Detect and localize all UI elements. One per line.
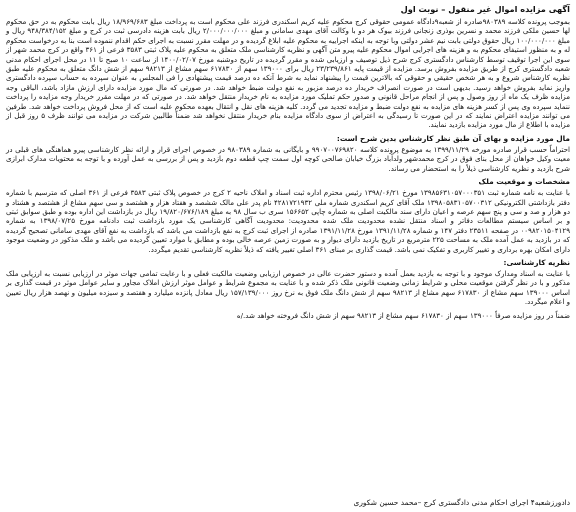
signature-footer: دادورزشعبه۴ اجرای احکام مدنی دادگستری کرج –محمد حسین شکوری [353,498,570,507]
property-specs-text: با عنایت به نامه شماره ثبت ۱۳۹۸۵۶۳۱۰۵۷۰۰۰۳۵۱ مورخ ۱۳۹۸/۰۶/۲۱ رئیس محترم اداره ثبت اسناد و املاک ناحیه ۲ کرج در خصوص پلاک ثبتی ۳۵۸۳ فرعی از ۳۶۱ اصلی که مترسیم با شماره دفتر بازداشتی الکترونیکی ۱۳۹۸۰۵۸۳۱۰۵۷۰۰۳۱۲ ملک آقای کریم اسکندری شماره ملی ۴۲۸۱۷۲۱۹۳۲ نام پدر علی مالک ششصد و هفتاد هزار و هشتصد و سی سهم مشاع از هشتصد و هشتاد و دو هزار و صد و سی و پنج سهم عرصه و اعیان دارای سند مالکیت اصلی به شماره چاپی ۱۵۶۶۵۲ سری ب سال ۹۸ به مبلغ ۱۹/۸۲۰/۶۷۶/۱۸۹ ریال در بازداشت این اداره بوده و طبق سوابق ثبتی و بر اساس سیستم مطالعات دفاتر و اسناد منتقل نشده محدودیت ملک شده محدودیت: محدودیت آگاهی کارشناسی یک مورد بازداشت ثبت دادنامه مورخ ۱۳۹۸/۰۷/۲۵ به شماره ۰۰۹۸۲۰۱۵۰۴۱۲۹ در صفحه ۲۳۵۱۱ دفتر ۱۴۷ و شماره ۱۳۹۱/۱۱/۲۸ مورخ ۱۳۹۱/۱۱/۲۸ صادره از اجرای ثبت کرج به نفع بازداشت می باشد که بازداشت به نفع آقای مهدی سامانی تصحیح گردیده که در بازدید به عمل آمده ملک به مساحت ۲۲۵ مترمربع در تاریخ بازدید دارای دیوار و به صورت زمین عرصه خالی بوده و مطابق با موارد تعیین گردیده می باشد و ملک مذکور در وضعیت موجود دارای امکان بهره برداری و تغییر کاربری و تفکیک نمی باشد. قیمت گذاری بر مبنای ۳۶۱ اصلی تغییر یافته که ذیلاً نظریه کارشناسی تقدیم میگردد. [6,188,571,254]
auction-share-note: ضمناً در روز مزایده صرفاً ۱۳۹۰۰۰ سهم از ۶۱۷۸۳۰ سهم مشاع از ۹۸۲۱۳ سهم از شش دانگ فروخته خواهد شد./ه [236,310,570,320]
expert-opinion-text: با عنایت به اسناد ومدارک موجود و با توجه به بازدید بعمل آمده و دستور حضرت عالی در خصوص ارزیابی وضعیت مالکیت فعلی و با رعایت تمامی جهات موثر در ارزیابی نسبت به ارزیابی ملک مذکور و با در نظر گرفتن موقعیت محلی و شرایط زمانی وضعیت قانونی ملک ذکر شده و با عنایت به مجموع شرایط و عوامل موثر ارزش املاک مجاور و سایر عوامل موثر در قیمت گذاری بر اساس ۱۳۹۰۰۰ سهم مشاع از ۶۱۷۸۳۰ سهم مشاع از ۹۸۲۱۳ سهم از شش دانگ ملک فوق به نرخ روز ۱۵۷/۱۳۹/۰۰۰ ریال معادل پانزده میلیارد و هفتصد و سیزده میلیون و نهصد هزار ریال تعیین و اعلام میگردد. [6,268,571,307]
property-specs-heading: مشخصات و موقعیت ملک [478,177,570,187]
expert-opinion-heading: نظریه کارشناسی: [503,257,570,267]
intro-paragraph: بموجب پرونده کلاسه ۹۸۰۳۸۹صادره از شعبه۹دادگاه عمومی حقوقی کرج محکوم علیه کریم اسکندری فرزند علی محکوم است به پرداخت مبلغ ۱۸/۹۶۹/۶۸۳ ریال بابت محکوم به در حق محکوم لها حسین ملکی فرزند محمد و نسرین بوذری زنجانی فرزند بیوک هر دو با وکالت آقای مهدی سامانی و مبلغ ۲/۰۰۰/۰۰۰/۰۰۰ ریال بابت هزینه دادرسی ثبت در کرج و مبلغ ۹۴۸/۳۸۴/۱۵۲ ریال و مبلغ ۱۰۰/۰۰۰/۰۰۰ ریال حقوق دولتی بابت نیم عشر دولتی وبا توجه به اینکه اجراییه به محکوم علیه ابلاغ گردیده و در مهلت مقرر نسبت به اجرای حکم اقدام ننموده است بنا به درخواست محکوم له و به منظور استیفای محکوم به و هزینه های اجرایی اموال محکوم علیه پیرو متن آگهی و نظریه کارشناسی ملک متعلق به محکوم علیه پلاک ثبتی ۳۵۸۳ فرعی از ۳۶۱ واقع در کرج محمد شهر از سوی این اجرا توقیف توسط کارشناس دادگستری کرج شرح ذیل توصیف و ارزیابی شده و مقرر گردیده در تاریخ دوشنبه مورخ ۱۴۰۰/۰۲/۰۷ از ساعت ۱۰ صبح تا ۱۱ در محل اجرای احکام مدنی شعبه دادگستری کرج از طریق مزایده بفروش برسد. مزایده از قیمت پایه ۲۳/۲۳۹/۸۶۱ ریال برای ۱۳۹۰۰۰ سهم از ۶۱۷۸۳۰ سهم مشاع از ۹۸۲۱۳ سهم از شش دانگ متعلق به محکوم علیه طبق نظریه کارشناس شروع و به هر شخص حقیقی و حقوقی که بالاترین قیمت را پیشنهاد نماید به شرط آنکه ده درصد قیمت پیشنهادی را فی المجلس به عنوان سپرده به حساب سپرده دادگستری واریز نماید بفروش خواهد رسید. بدیهی است در صورت انصراف خریدار ده درصد مزبور به نفع دولت ضبط خواهد شد. در صورتی که مال مورد مزایده دارای ارزش مازاد باشد، الباقی وجه مزایده ظرف یک ماه از روز وصول و پس از انجام مراحل قانونی و صدور حکم تملیک مورد مزایده به نام خریدار منتقل خواهد شد. در صورتی که در مهلت مقرر خریدار وجه مزایده را پرداخت ننماید سپرده وی پس از کسر هزینه های مزایده به نفع دولت ضبط و مزایده تجدید می گردد. کلیه هزینه های نقل و انتقال بعهده محکوم علیه است که از محل فروش پرداخت خواهد شد. طرفین می توانند مزایده اعتراض نمایند که در این صورت تا رسیدگی به اعتراض از سوی دادگاه مزایده بنام خریدار منتقل نخواهد شد ضمناً طالبین شرکت در مزایده می توانند ظرف ۵ روز قبل از مزایده با اطلاع از مال مورد مزایده بازدید نمایند. [6,17,571,130]
notice-title: آگهی مزایده اموال غیر منقول – نوبت اول [400,4,570,14]
property-section-heading: مال مورد مزایده و بهای آن طبق نظر کارشناس بدین شرح است: [336,133,570,143]
property-section-text: احتراماً حسب قرار صادره مورخه ۱۳۹۹/۱۱/۲۹ به موضوع پرونده کلاسه ۹۹۰۷۰۰۷۶۹۸۲۰ و بایگانی به شماره ۹۸۰۳۸۹ در خصوص اجرای قرار و ارائه نظر کارشناسی پیرو هماهنگی های قبلی در معیت وکیل خواهان از محل بنای فوق در کرج محمدشهر ولدآباد بزرگ خیابان صالحی کوچه اول سمت چپ قطعه دوم بازدید و پس از بررسی به عمل آورده و با توجه به محتویات مدارک ابرازی شرح بازدید و نظریه کارشناسی ذیلاً را به استحضار می رساند. [6,144,570,173]
